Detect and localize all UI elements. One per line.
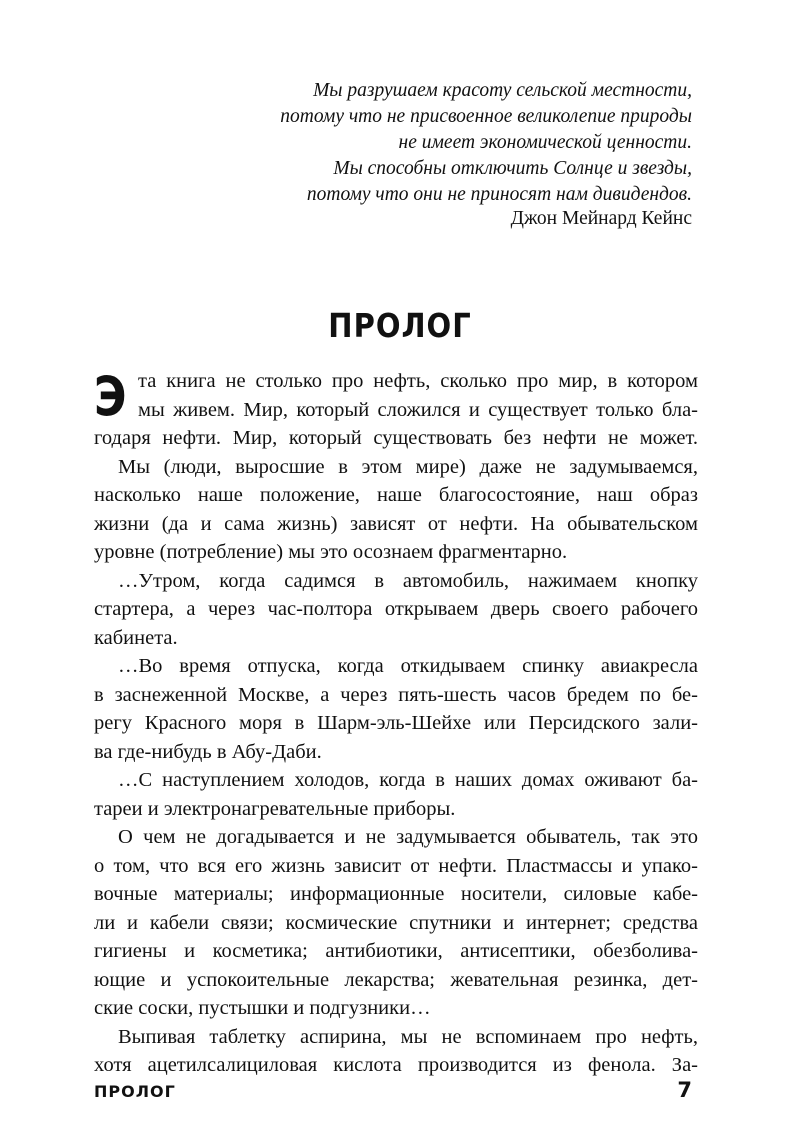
body-line-text: та книга не столько про нефть, сколько про мир, в котором xyxy=(138,370,698,392)
body-line: …Во время отпуска, когда откидываем спинку авиакресла xyxy=(118,655,698,677)
body-line: кабинета. xyxy=(94,626,178,649)
body-line: Мы (люди, выросшие в этом мире) даже не задумываемся, xyxy=(118,455,698,478)
body-line: ва где-нибудь в Абу-Даби. xyxy=(94,740,322,763)
chapter-title: ПРОЛОГ xyxy=(328,306,472,346)
body-line: регу Красного моря в Шарм-эль-Шейхе или Персидского зали- xyxy=(94,712,698,734)
body-line: годаря нефти. Мир, который существовать без нефти не может. xyxy=(94,427,698,449)
epigraph-line: потому что не присвоенное великолепие природы xyxy=(280,106,692,127)
epigraph xyxy=(132,78,692,208)
body-line: уровне (потребление) мы это осознаем фрагментарно. xyxy=(94,541,568,563)
epigraph-author: Джон Мейнард Кейнс xyxy=(510,208,692,229)
page-number: 7 xyxy=(677,1078,692,1102)
body-line: …Утром, когда садимся в автомобиль, нажимаем кнопку xyxy=(118,569,698,592)
body-line: мы живем. Мир, который сложился и существует только бла- xyxy=(138,398,698,421)
body-text xyxy=(94,367,698,1080)
body-line: ли и кабели связи; космические спутники и интернет; средства xyxy=(94,911,698,934)
body-line: …С наступлением холодов, когда в наших домах оживают ба- xyxy=(118,769,698,791)
epigraph-line: Мы разрушаем красоту сельской местности, xyxy=(313,80,692,101)
body-line: вочные материалы; информационные носители, силовые кабе- xyxy=(94,883,698,905)
drop-cap: Э xyxy=(94,365,127,428)
body-line: ские соски, пустышки и подгузники… xyxy=(94,997,431,1019)
body-line: тареи и электронагревательные приборы. xyxy=(94,797,456,820)
body-line: ющие и успокоительные лекарства; жевательная резинка, дет- xyxy=(94,968,698,991)
body-line: жизни (да и сама жизнь) зависят от нефти. На обывательском xyxy=(94,512,698,535)
body-line: о том, что вся его жизнь зависит от нефти. Пластмассы и упако- xyxy=(94,854,698,877)
running-head: ПРОЛОГ xyxy=(94,1082,176,1101)
epigraph-line: не имеет экономической ценности. xyxy=(398,132,692,153)
body-line: гигиены и косметика; антибиотики, антисептики, обезболива- xyxy=(94,940,698,962)
body-line: О чем не догадывается и не задумывается обыватель, так это xyxy=(118,826,698,848)
epigraph-line: потому что они не приносят нам дивидендов. xyxy=(306,184,692,205)
body-line: хотя ацетилсалициловая кислота производится из фенола. За- xyxy=(94,1054,698,1076)
body-line: в заснеженной Москве, а через пять-шесть часов бредем по бе- xyxy=(94,683,698,706)
body-line: насколько наше положение, наше благосостояние, наш образ xyxy=(94,484,698,506)
epigraph-line: Мы способны отключить Солнце и звезды, xyxy=(333,158,692,179)
body-line: стартера, а через час-полтора открываем дверь своего рабочего xyxy=(94,598,698,620)
body-line: Выпивая таблетку аспирина, мы не вспоминаем про нефть, xyxy=(118,1025,698,1048)
